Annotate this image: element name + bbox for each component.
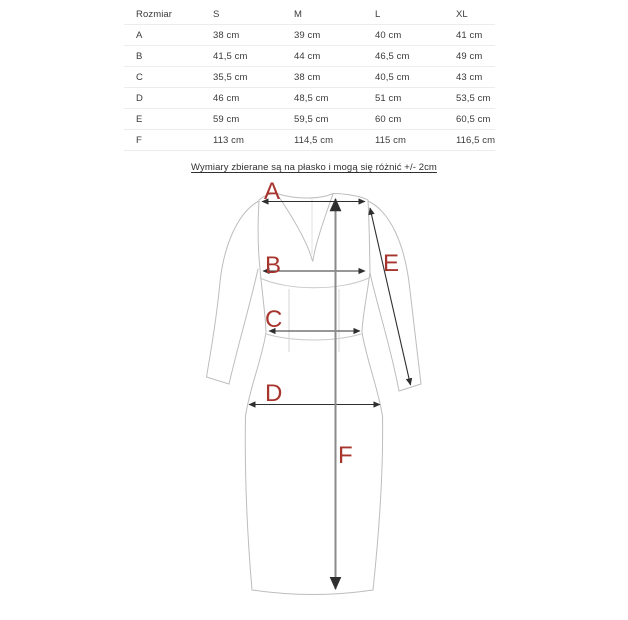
right-sleeve-outer xyxy=(368,201,421,384)
row-value: 114,5 cm xyxy=(294,134,334,146)
label-f: F xyxy=(338,442,353,469)
v-neck-right xyxy=(313,194,333,261)
row-value: 46 cm xyxy=(213,92,240,104)
v-neck-left xyxy=(277,194,313,261)
row-value: 44 cm xyxy=(294,50,321,62)
row-value: 116,5 cm xyxy=(456,134,495,146)
row-value: 40,5 cm xyxy=(375,71,410,83)
column-header-rozmiar: Rozmiar xyxy=(136,8,173,20)
right-sleeve-inner xyxy=(370,273,399,391)
row-value: 41 cm xyxy=(456,29,483,41)
left-sleeve-inner xyxy=(229,269,258,384)
row-value: 41,5 cm xyxy=(213,50,248,62)
row-label: E xyxy=(136,113,143,125)
row-value: 60,5 cm xyxy=(456,113,491,125)
row-value: 38 cm xyxy=(213,29,240,41)
row-value: 59 cm xyxy=(213,113,240,125)
label-c: C xyxy=(265,306,283,333)
row-value: 49 cm xyxy=(456,50,483,62)
row-value: 53,5 cm xyxy=(456,92,491,104)
row-value: 51 cm xyxy=(375,92,402,104)
row-label: B xyxy=(136,50,143,62)
measurement-note-text: Wymiary zbierane są na płasko i mogą się różnić +/- 2cm xyxy=(191,162,437,173)
underbust-seam xyxy=(260,278,369,288)
row-value: 39 cm xyxy=(294,29,321,41)
row-value: 35,5 cm xyxy=(213,71,248,83)
row-value: 43 cm xyxy=(456,71,483,83)
measurement-labels xyxy=(264,178,399,469)
row-label: C xyxy=(136,71,143,83)
row-value: 38 cm xyxy=(294,71,321,83)
row-label: F xyxy=(136,134,142,146)
label-d: D xyxy=(265,380,283,407)
label-a: A xyxy=(264,178,281,205)
column-header-xl: XL xyxy=(456,8,468,20)
body-left-edge xyxy=(245,201,266,590)
row-label: D xyxy=(136,92,143,104)
column-header-m: M xyxy=(294,8,303,20)
row-value: 113 cm xyxy=(213,134,245,146)
row-value: 48,5 cm xyxy=(294,92,329,104)
row-value: 40 cm xyxy=(375,29,402,41)
hem-edge xyxy=(252,590,373,595)
label-b: B xyxy=(265,252,282,279)
left-sleeve-outer xyxy=(207,201,260,377)
row-value: 60 cm xyxy=(375,113,402,125)
waist-seam xyxy=(266,334,361,340)
row-value: 115 cm xyxy=(375,134,407,146)
row-value: 46,5 cm xyxy=(375,50,410,62)
column-header-l: L xyxy=(375,8,381,20)
body-right-edge xyxy=(362,201,383,590)
left-cuff xyxy=(207,377,230,384)
label-e: E xyxy=(383,250,400,277)
row-value: 59,5 cm xyxy=(294,113,329,125)
column-header-s: S xyxy=(213,8,220,20)
row-label: A xyxy=(136,29,143,41)
